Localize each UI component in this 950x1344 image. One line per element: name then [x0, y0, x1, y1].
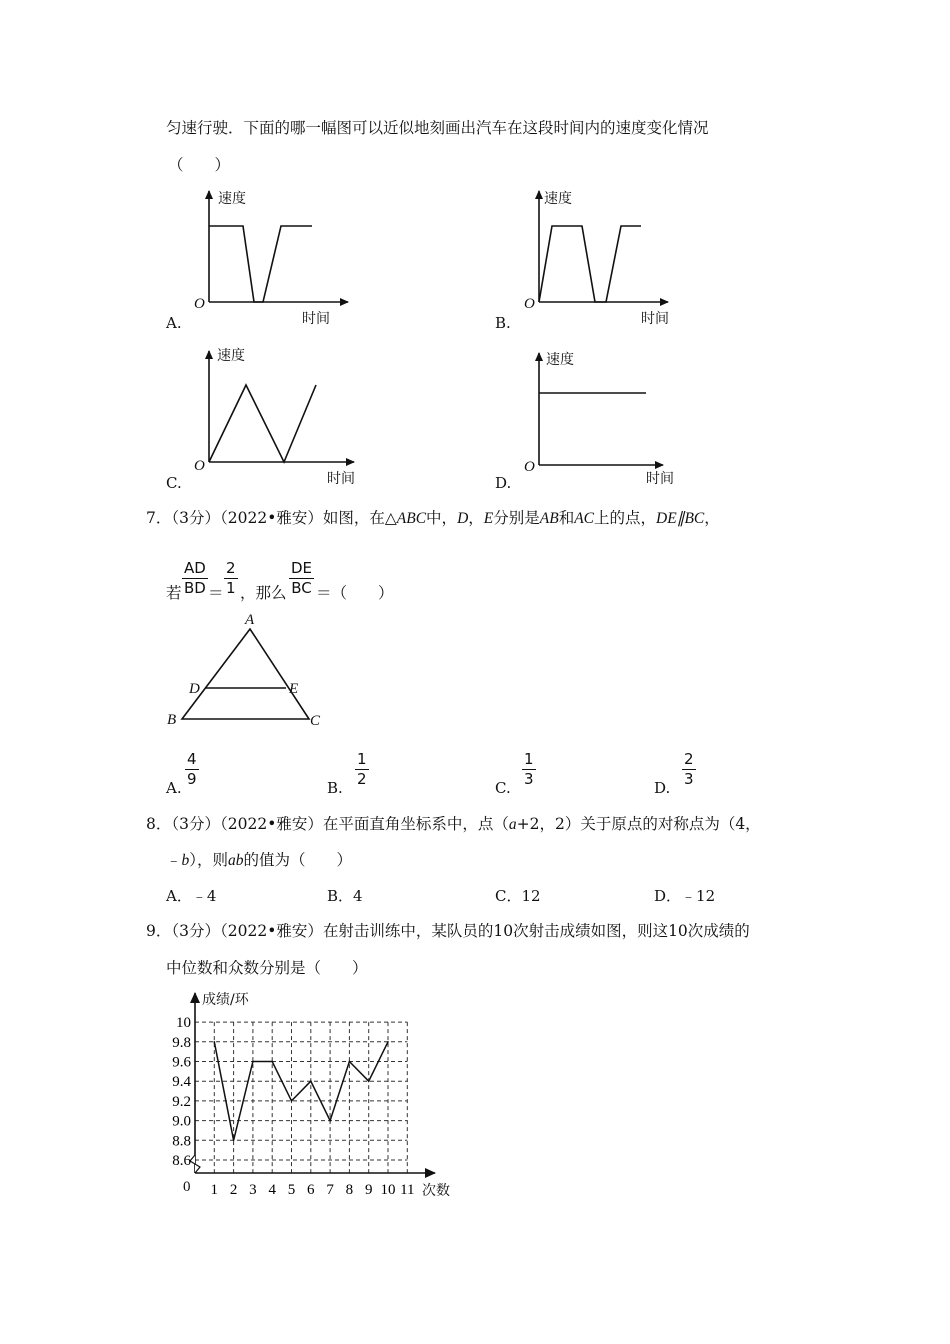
q6-answer-bracket: （ ） — [168, 156, 231, 174]
q7-text: ， — [468, 509, 484, 527]
q6-c-xlabel: 时间 — [327, 471, 355, 487]
q8-stem-line2 — [166, 853, 352, 869]
q7-option-c-num: 1 — [524, 750, 534, 768]
q7-option-d-fraction — [682, 752, 696, 787]
q7-text: 分别是 — [493, 509, 540, 527]
q7-option-d-den: 3 — [684, 770, 694, 788]
q7-label-e: E — [289, 681, 299, 697]
x-tick-label: 9 — [364, 1182, 373, 1198]
q7-text: 和 — [558, 509, 575, 527]
q8-option-b: B．4 — [327, 887, 363, 905]
q9-score: （3分） — [171, 922, 220, 940]
q7-frac1-num: AD — [184, 559, 206, 577]
q7-option-d-num: 2 — [684, 750, 694, 768]
data-point — [252, 1061, 254, 1063]
q7-option-b-den: 2 — [357, 770, 367, 788]
x-tick-label: 7 — [326, 1182, 334, 1198]
q7-eq2: ＝（ ） — [316, 584, 394, 602]
q7-frac2-den: 1 — [226, 579, 236, 597]
q6-b-origin: O — [524, 296, 535, 312]
axis-break-mark — [190, 1155, 200, 1173]
q8-text: +2，2）关于原点的对称点为（4， — [516, 815, 761, 833]
q8-text: 的值为（ ） — [243, 851, 353, 869]
q7-text: 上的点， — [594, 509, 657, 527]
q7-source: （2022•雅安） — [220, 509, 323, 527]
y-tick-label: 8.8 — [172, 1133, 191, 1150]
data-point — [368, 1080, 370, 1082]
q7-label-d: D — [189, 681, 200, 697]
y-tick-label: 9.2 — [172, 1093, 191, 1110]
q7-option-a-den: 9 — [187, 770, 197, 788]
q7-de-parallel-bc: DE∥BC — [656, 510, 705, 527]
q6-graph-a — [180, 185, 370, 335]
q7-frac1-den: BD — [183, 579, 206, 597]
q9-source: （2022•雅安） — [220, 922, 323, 940]
x-tick-label: 5 — [287, 1182, 296, 1198]
x-tick-label: 1 — [210, 1182, 219, 1198]
q7-option-b-fraction — [355, 752, 369, 787]
data-point — [310, 1080, 312, 1082]
q6-graph-b — [510, 185, 700, 335]
data-point — [233, 1140, 235, 1142]
q7-fraction-de-bc — [289, 561, 314, 596]
data-point — [329, 1120, 331, 1122]
y-tick-label: 9.6 — [172, 1054, 191, 1071]
q7-option-a-num: 4 — [187, 750, 197, 768]
x-tick-label: 6 — [307, 1182, 315, 1198]
q7-eq1: ＝ — [208, 584, 224, 602]
q9-number: 9． — [146, 922, 172, 940]
y-tick-label: 9.4 — [172, 1074, 191, 1091]
q8-a: a — [508, 816, 517, 833]
data-point — [349, 1061, 351, 1063]
x-tick-label: 4 — [268, 1182, 276, 1198]
q8-stem-line1 — [146, 817, 761, 833]
chart-y-label: 成绩/环 — [202, 992, 249, 1008]
q8-option-d: D．﹣12 — [654, 887, 716, 905]
q6-b-ylabel: 速度 — [544, 191, 572, 207]
q6-option-c: C. — [166, 474, 182, 492]
q7-e: E — [483, 510, 494, 527]
q8-text: ），则 — [189, 851, 229, 869]
q7-option-d-letter: D. — [654, 779, 671, 797]
q7-option-b-letter: B. — [327, 779, 343, 797]
q9-stem-line2: 中位数和众数分别是（ ） — [166, 959, 368, 977]
q7-ab: AB — [539, 510, 559, 527]
q7-text: ， — [704, 509, 720, 527]
x-tick-label: 2 — [229, 1182, 238, 1198]
y-tick-label: 9.0 — [172, 1113, 191, 1130]
y-tick-label: 8.6 — [172, 1153, 191, 1169]
q6-option-b: B. — [495, 314, 511, 332]
q7-stem-line1 — [146, 511, 720, 527]
q6-d-xlabel: 时间 — [646, 471, 674, 487]
q6-d-origin: O — [524, 459, 535, 475]
q7-label-b: B — [167, 712, 177, 728]
q8-option-c: C．12 — [495, 887, 541, 905]
q8-b: b — [181, 852, 190, 869]
q7-ruo: 若 — [166, 584, 182, 602]
q6-option-a: A. — [166, 314, 182, 332]
x-tick-label: 3 — [249, 1182, 257, 1198]
q6-graph-c — [180, 345, 370, 495]
q7-option-a-fraction — [185, 752, 199, 787]
q6-a-xlabel: 时间 — [302, 311, 330, 327]
q6-d-ylabel: 速度 — [546, 352, 574, 368]
q6-b-xlabel: 时间 — [641, 311, 669, 327]
q7-text: 中， — [426, 509, 458, 527]
q9-stem-line1 — [146, 924, 750, 940]
q7-d: D — [457, 510, 469, 527]
chart-x-label: 次数 — [422, 1183, 450, 1199]
q9-score-chart — [160, 985, 470, 1210]
q6-c-ylabel: 速度 — [217, 348, 245, 364]
q7-option-c-den: 3 — [524, 770, 534, 788]
q7-option-b-num: 1 — [357, 750, 367, 768]
x-tick-label: 8 — [345, 1182, 354, 1198]
q8-score: （3分） — [171, 815, 220, 833]
x-tick-label: 10 — [380, 1182, 396, 1198]
q7-triangle-figure — [160, 610, 340, 735]
data-point — [387, 1041, 389, 1043]
q7-option-c-letter: C. — [495, 779, 511, 797]
x-tick-label: 11 — [400, 1182, 415, 1198]
q7-option-c-fraction — [522, 752, 536, 787]
q7-then: ，那么 — [240, 584, 287, 602]
q7-ac: AC — [574, 510, 595, 527]
q7-option-a-letter: A. — [166, 779, 182, 797]
chart-series-line — [214, 1042, 388, 1141]
q7-label-c: C — [310, 713, 321, 729]
q8-ab: ab — [228, 852, 244, 869]
q7-frac2-num: 2 — [226, 559, 236, 577]
q8-text: 在平面直角坐标系中，点（ — [322, 815, 509, 833]
chart-origin: 0 — [183, 1179, 191, 1195]
data-point — [271, 1061, 273, 1063]
q9-text: 在射击训练中，某队员的10次射击成绩如图，则这10次成绩的 — [322, 922, 750, 940]
chart-grid — [195, 1022, 407, 1173]
q6-c-origin: O — [194, 458, 205, 474]
q6-a-origin: O — [194, 296, 205, 312]
q7-text: 如图，在△ — [322, 509, 397, 527]
q8-source: （2022•雅安） — [220, 815, 323, 833]
data-point — [291, 1100, 293, 1102]
q7-frac3-den: BC — [291, 579, 312, 597]
q6-graph-d — [510, 345, 700, 495]
q7-fraction-2-1 — [224, 561, 238, 596]
y-tick-label: 9.8 — [172, 1034, 191, 1051]
q7-score: （3分） — [171, 509, 220, 527]
data-point — [214, 1041, 216, 1043]
y-tick-label: 10 — [176, 1015, 191, 1032]
q6-option-d: D. — [495, 474, 512, 492]
q6-a-ylabel: 速度 — [218, 191, 246, 207]
q7-frac3-num: DE — [291, 559, 313, 577]
q8-option-a: A．﹣4 — [166, 887, 217, 905]
q6-stem-line1: 匀速行驶．下面的哪一幅图可以近似地刻画出汽车在这段时间内的速度变化情况 — [166, 119, 709, 137]
q7-fraction-ad-bd — [182, 561, 208, 596]
q7-number: 7． — [146, 509, 172, 527]
q8-text: ﹣ — [166, 851, 182, 869]
q7-label-a: A — [245, 612, 255, 628]
q7-abc: ABC — [396, 510, 427, 527]
q8-number: 8． — [146, 815, 172, 833]
